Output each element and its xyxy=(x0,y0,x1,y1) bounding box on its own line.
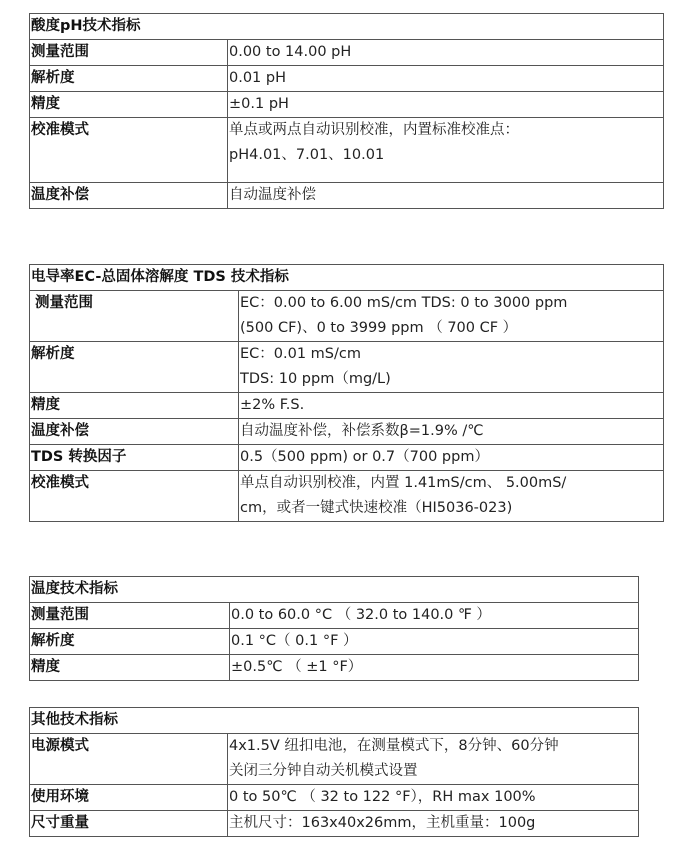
table-row xyxy=(30,629,639,655)
value-line: 单点自动识别校准，内置 1.41mS/cm、 5.00mS/ xyxy=(240,475,567,491)
value-line: 自动温度补偿，补偿系数β=1.9% /℃ xyxy=(240,423,484,439)
value-line: 主机尺寸：163x40x26mm，主机重量：100g xyxy=(229,815,536,831)
row-value xyxy=(228,118,664,183)
row-label: 解析度 xyxy=(30,66,228,92)
row-label: 精度 xyxy=(30,92,228,118)
table-row xyxy=(30,603,639,629)
value-line: 0.00 to 14.00 pH xyxy=(229,44,352,60)
table-row xyxy=(30,445,664,471)
table-row xyxy=(30,66,664,92)
row-label: 电源模式 xyxy=(30,734,228,785)
table-row xyxy=(30,118,664,183)
row-value xyxy=(239,342,664,393)
row-value xyxy=(239,393,664,419)
row-label: 精度 xyxy=(30,393,239,419)
table-row xyxy=(30,92,664,118)
row-value xyxy=(228,183,664,209)
row-value xyxy=(228,66,664,92)
value-line: (500 CF)、0 to 3999 ppm （ 700 CF ） xyxy=(240,320,518,336)
value-line: pH4.01、7.01、10.01 xyxy=(229,147,385,163)
row-value xyxy=(228,734,639,785)
other-spec-table xyxy=(29,707,639,837)
table-row xyxy=(30,291,664,342)
row-value xyxy=(239,419,664,445)
value-line: ±0.5℃ （ ±1 °F） xyxy=(231,659,363,675)
value-line: cm，或者一键式快速校准（HI5036-023) xyxy=(240,500,513,516)
row-label: 解析度 xyxy=(30,629,230,655)
row-value xyxy=(230,603,639,629)
row-label: TDS 转换因子 xyxy=(30,445,239,471)
row-value xyxy=(228,785,639,811)
value-line: 关闭三分钟自动关机模式设置 xyxy=(229,763,418,779)
value-line: 4x1.5V 纽扣电池，在测量模式下，8分钟、60分钟 xyxy=(229,738,559,754)
ph-spec-table xyxy=(29,13,664,209)
row-label: 精度 xyxy=(30,655,230,681)
value-line: 单点或两点自动识别校准，内置标准校准点： xyxy=(229,122,519,138)
row-value xyxy=(228,92,664,118)
table-row xyxy=(30,393,664,419)
value-line: 0.1 °C（ 0.1 °F ） xyxy=(231,633,358,649)
row-value xyxy=(230,655,639,681)
temperature-spec-table xyxy=(29,576,639,681)
value-line: ±0.1 pH xyxy=(229,96,289,112)
table-row xyxy=(30,419,664,445)
row-value xyxy=(239,291,664,342)
table-row xyxy=(30,734,639,785)
table-row xyxy=(30,342,664,393)
row-value xyxy=(239,471,664,522)
temperature-table-title: 温度技术指标 xyxy=(30,577,639,603)
row-label: 解析度 xyxy=(30,342,239,393)
table-row xyxy=(30,655,639,681)
value-line: 0.5（500 ppm) or 0.7（700 ppm） xyxy=(240,449,489,465)
row-value xyxy=(230,629,639,655)
value-line: ±2% F.S. xyxy=(240,397,305,413)
table-row xyxy=(30,785,639,811)
row-label: 校准模式 xyxy=(30,118,228,183)
row-label: 测量范围 xyxy=(30,291,239,342)
value-line: 0.0 to 60.0 °C （ 32.0 to 140.0 ℉ ） xyxy=(231,607,491,623)
row-value xyxy=(239,445,664,471)
row-label: 温度补偿 xyxy=(30,419,239,445)
table-row xyxy=(30,40,664,66)
table-row xyxy=(30,811,639,837)
row-value xyxy=(228,40,664,66)
value-line: EC：0.00 to 6.00 mS/cm TDS: 0 to 3000 ppm xyxy=(240,295,568,311)
other-table-title: 其他技术指标 xyxy=(30,708,639,734)
ec-tds-table-title: 电导率EC-总固体溶解度 TDS 技术指标 xyxy=(30,265,664,291)
value-line: 0 to 50℃ （ 32 to 122 °F），RH max 100% xyxy=(229,789,536,805)
row-label: 校准模式 xyxy=(30,471,239,522)
row-label: 测量范围 xyxy=(30,603,230,629)
value-line: 自动温度补偿 xyxy=(229,187,316,203)
value-line: TDS: 10 ppm（mg/L) xyxy=(240,371,391,387)
row-value xyxy=(228,811,639,837)
row-label: 测量范围 xyxy=(30,40,228,66)
row-label: 温度补偿 xyxy=(30,183,228,209)
row-label: 尺寸重量 xyxy=(30,811,228,837)
row-label: 使用环境 xyxy=(30,785,228,811)
value-line: EC：0.01 mS/cm xyxy=(240,346,361,362)
value-line: 0.01 pH xyxy=(229,70,287,86)
table-row xyxy=(30,183,664,209)
ph-table-title: 酸度pH技术指标 xyxy=(30,14,664,40)
table-row xyxy=(30,471,664,522)
ec-tds-spec-table xyxy=(29,264,664,522)
